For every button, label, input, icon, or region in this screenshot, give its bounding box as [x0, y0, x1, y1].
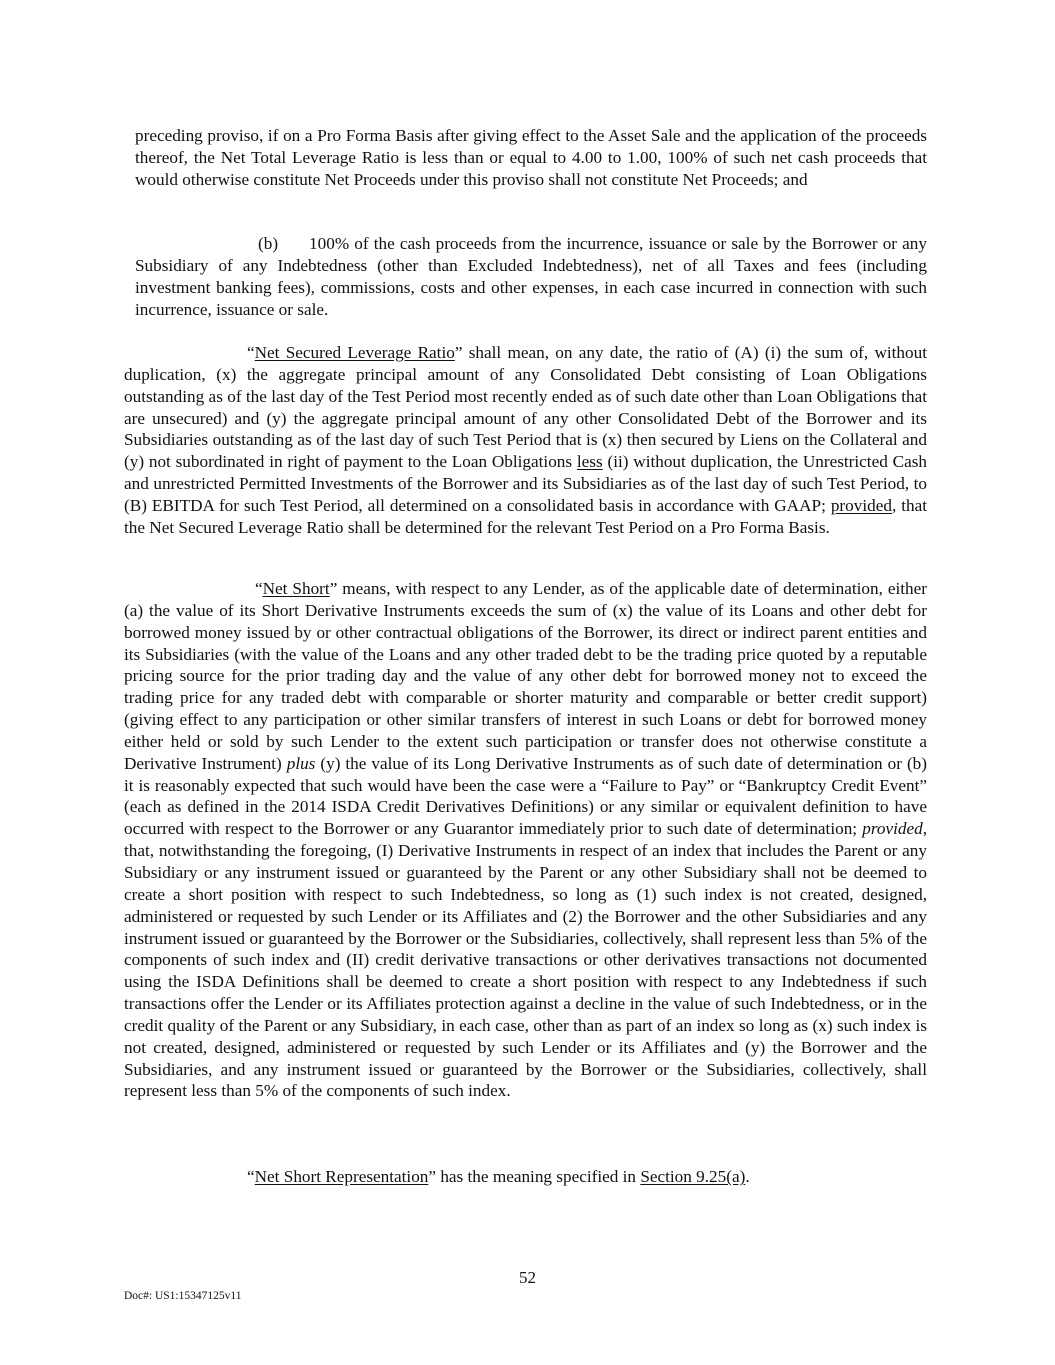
clause-label: (b) [258, 234, 279, 253]
defined-term: Net Secured Leverage Ratio [254, 343, 455, 362]
emphasis-provided: provided [830, 495, 892, 515]
document-id: Doc#: US1:15347125v11 [124, 1290, 242, 1302]
page-number: 52 [519, 1268, 536, 1287]
defined-term: Net Short [262, 579, 330, 598]
emphasis-less: less [576, 452, 603, 472]
clause-b-text: 100% of the cash proceeds from the incurrence, issuance or sale by the Borrower or any Subsidiary of any Indebtedness (other than Excluded Indebtedness), net of all Taxes and fees (including investment banking fees), commissions, costs and other expenses, in each case incurred in connection with such incurrence, issuance or sale. [135, 234, 927, 319]
paragraph-proviso-continuation: preceding proviso, if on a Pro Forma Basis after giving effect to the Asset Sale and the application of the proceeds thereof, the Net Total Leverage Ratio is less than or equal to 4.00 to 1.00, 100% of such net cash proceeds that would otherwise constitute Net Proceeds under this proviso shall not constitute Net Proceeds; and [135, 126, 927, 189]
definition-net-short-representation: “Net Short Representation” has the meaning specified in Section 9.25(a). [247, 1167, 750, 1186]
emphasis-provided: provided [862, 819, 923, 839]
section-reference-link[interactable]: Section 9.25(a) [640, 1167, 746, 1186]
definition-net-secured-leverage-ratio: “Net Secured Leverage Ratio” shall mean, on any date, the ratio of (A) (i) the sum of, without duplication, (x) the aggregate principal amount of any Consolidated Debt consisting of Loan Obligations outstanding as of the last day of the Test Period most recently ended as of such date other than Loan Obligations that are unsecured) and (y) the aggregate principal amount of any other Consolidated Debt of the Borrower and its Subsidiaries outstanding as of the last day of such Test Period that is (x) then secured by Liens on the Collateral and (y) not subordinated in right of payment to the Loan Obligations less (ii) without duplication, the Unrestricted Cash and unrestricted Permitted Investments of the Borrower and its Subsidiaries as of the last day of such Test Period, to (B) EBITDA for such Test Period, all determined on a consolidated basis in accordance with GAAP; provided, that the Net Secured Leverage Ratio shall be determined for the relevant Test Period on a Pro Forma Basis. [124, 343, 927, 537]
paragraph-clause-b [135, 233, 927, 320]
definition-net-short: “Net Short” means, with respect to any Lender, as of the applicable date of determination, either (a) the value of its Short Derivative Instruments exceeds the sum of (x) the value of its Loans and other debt for borrowed money issued by or other contractual obligations of the Borrower, its direct or indirect parent entities and its Subsidiaries (with the value of the Loans and any other traded debt to be the trading price quoted by a reputable pricing source for the prior trading day and the value of any other debt for borrowed money not to exceed the trading price for any traded debt with comparable or shorter maturity and comparable or better credit support) (giving effect to any participation or other similar transfers of interest in such Loans or debt for borrowed money either held or sold by such Lender to the extent such participation or transfer does not otherwise constitute a Derivative Instrument) plus (y) the value of its Long Derivative Instruments as of such date of determination or (b) it is reasonably expected that such would have been the case were a “Failure to Pay” or “Bankruptcy Credit Event” (each as defined in the 2014 ISDA Credit Derivatives Definitions) or any similar or equivalent definition to have occurred with respect to the Borrower or any Guarantor immediately prior to such date of determination; provided, that, notwithstanding the foregoing, (I) Derivative Instruments in respect of an index that includes the Parent or any Subsidiary or any instrument issued or guaranteed by the Parent or any other Subsidiary shall not be deemed to create a short position with respect to such Indebtedness, so long as (1) such index is not created, designed, administered or requested by such Lender or its Affiliates and (2) the Borrower and the other Subsidiaries and any instrument issued or guaranteed by the Borrower or the Subsidiaries, collectively, shall represent less than 5% of the components of such index and (II) credit derivative transactions or other derivatives transactions not documented using the ISDA Definitions shall be deemed to create a short position with respect to any Indebtedness if such transactions offer the Lender or its Affiliates protection against a decline in the value of such Indebtedness, or in the credit quality of the Parent or any Subsidiary, in each case, other than as part of an index so long as (x) such index is not created, designed, administered or requested by such Lender or its Affiliates and (y) the Borrower and the Subsidiaries, and any instrument issued or guaranteed by the Borrower or the Subsidiaries, collectively, shall represent less than 5% of the components of such index. [124, 579, 928, 1101]
emphasis-plus: plus [286, 753, 316, 773]
defined-term: Net Short Representation [254, 1167, 429, 1186]
